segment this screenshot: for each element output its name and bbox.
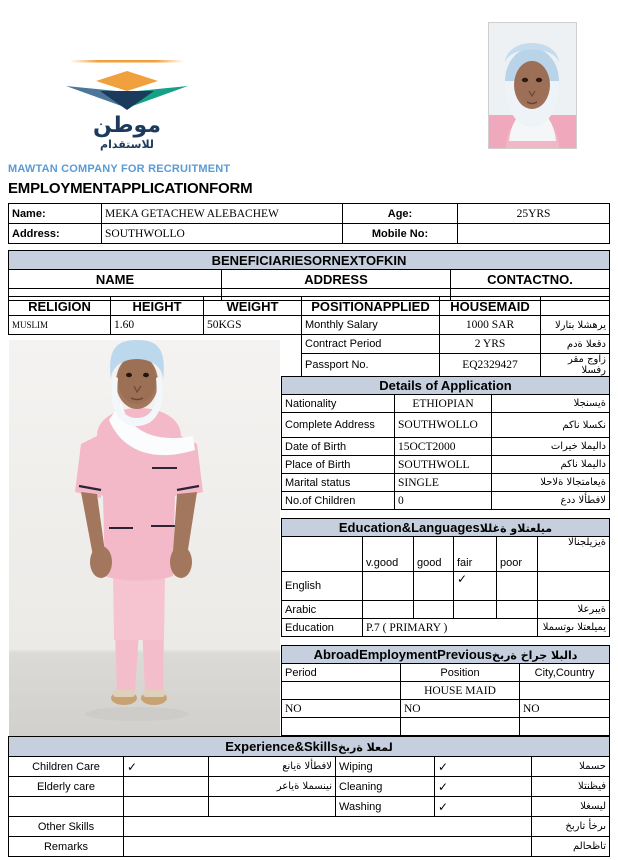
english-arabic-label: الانجليزية [538, 537, 610, 572]
education-level-label: Education [282, 619, 363, 637]
elderly-care-arabic: رعاية المسنين [209, 777, 336, 797]
table-row [9, 224, 610, 244]
table-row [282, 537, 610, 555]
rating-header-vgood: v.good [363, 554, 414, 572]
wiping-arabic: المسح [532, 757, 610, 777]
monthly-salary-arabic: الراتب الشهري [541, 316, 610, 335]
position-applied-value[interactable]: HOUSEMAID [440, 297, 541, 316]
table-row [9, 777, 610, 797]
extra-skill-label [9, 797, 124, 817]
education-band-ar: اللغة والتعليم [479, 522, 553, 535]
cleaning-arabic: التنظيف [532, 777, 610, 797]
position-applied-arabic [541, 297, 610, 316]
religion-value[interactable]: MUSLIM [9, 316, 111, 335]
abroad-band [282, 646, 610, 664]
other-skills-label: Other Skills [9, 817, 124, 837]
age-value[interactable]: 25YRS [458, 204, 610, 224]
abroad-header-position: Position [401, 664, 520, 682]
remarks-arabic: ملاحظات [532, 837, 610, 857]
passport-no-label: Passport No. [302, 354, 440, 377]
rating-vgood-blank [363, 537, 414, 555]
logo-mark-icon [62, 58, 192, 113]
children-care-label: Children Care [9, 757, 124, 777]
beneficiary-contact-header: CONTACTNO. [451, 270, 610, 289]
rating-corner-blank [282, 537, 363, 555]
details-band: Details of Application [282, 377, 610, 395]
elderly-care-label: Elderly care [9, 777, 124, 797]
company-logo [62, 58, 192, 153]
table-row [282, 474, 610, 492]
table-row [282, 456, 610, 474]
address-value[interactable]: SOUTHWOLLO [102, 224, 343, 244]
experience-skills-table [8, 736, 610, 857]
arabic-rating-good[interactable] [414, 601, 454, 619]
document-header [0, 0, 618, 197]
abroad-header-city: City,Country [520, 664, 610, 682]
arabic-rating-vgood[interactable] [363, 601, 414, 619]
cleaning-checkbox[interactable]: ✓ [435, 777, 532, 797]
education-band-en: Education&Languages [338, 520, 480, 535]
religion-header: RELIGION [9, 297, 111, 316]
contract-period-label: Contract Period [302, 335, 440, 354]
table-row [9, 737, 610, 757]
arabic-row-arabic: العربية [538, 601, 610, 619]
complete-address-arabic: مكان السكن [492, 413, 610, 438]
position-applied-label: POSITIONAPPLIED [302, 297, 440, 316]
table-row [282, 718, 610, 736]
abroad-row3-period[interactable] [282, 718, 401, 736]
abroad-row3-position[interactable] [401, 718, 520, 736]
monthly-salary-label: Monthly Salary [302, 316, 440, 335]
remarks-value[interactable] [124, 837, 532, 857]
washing-checkbox[interactable]: ✓ [435, 797, 532, 817]
washing-label: Washing [336, 797, 435, 817]
weight-header: WEIGHT [204, 297, 302, 316]
table-row [9, 270, 610, 289]
name-label: Name: [9, 204, 102, 224]
date-of-birth-arabic: تاريخ الميلاد [492, 438, 610, 456]
table-row [282, 682, 610, 700]
table-row [282, 664, 610, 682]
marital-status-label: Marital status [282, 474, 395, 492]
abroad-row2-position[interactable]: NO [401, 700, 520, 718]
table-row [282, 700, 610, 718]
page-title: EMPLOYMENTAPPLICATIONFORM [8, 180, 253, 197]
language-arabic-label: Arabic [282, 601, 363, 619]
wiping-label: Wiping [336, 757, 435, 777]
place-of-birth-value[interactable]: SOUTHWOLL [395, 456, 492, 474]
passport-no-value[interactable]: EQ2329427 [440, 354, 541, 377]
table-row [9, 251, 610, 270]
complete-address-label: Complete Address [282, 413, 395, 438]
abroad-row3-city[interactable] [520, 718, 610, 736]
experience-band-ar: خبرة العمل [337, 741, 393, 754]
table-row [9, 316, 610, 335]
other-skills-arabic: خبرات أخرى [532, 817, 610, 837]
children-care-arabic: عناية الأطفال [209, 757, 336, 777]
arabic-rating-fair[interactable] [454, 601, 497, 619]
applicant-headshot-photo [488, 22, 577, 149]
table-row [9, 757, 610, 777]
arabic-rating-poor[interactable] [497, 601, 538, 619]
no-of-children-label: No.of Children [282, 492, 395, 510]
abroad-employment-table [281, 645, 610, 736]
complete-address-value[interactable]: SOUTHWOLLO [395, 413, 492, 438]
contract-period-value[interactable]: 2 YRS [440, 335, 541, 354]
table-row [282, 619, 610, 637]
table-row [282, 572, 610, 601]
table-row [9, 837, 610, 857]
no-of-children-arabic: عدد الأطفال [492, 492, 610, 510]
marital-status-value[interactable]: SINGLE [395, 474, 492, 492]
education-band [282, 519, 610, 537]
table-row [9, 297, 610, 316]
table-row [9, 817, 610, 837]
extra-skill-arabic [209, 797, 336, 817]
details-of-application-table [281, 376, 610, 510]
english-rating-vgood[interactable] [363, 572, 414, 601]
beneficiary-address-header: ADDRESS [222, 270, 451, 289]
table-row [9, 204, 610, 224]
extra-skill-checkbox[interactable] [124, 797, 209, 817]
language-english-label: English [282, 572, 363, 601]
marital-status-arabic: الحالة الاجتماعية [492, 474, 610, 492]
rating-good-blank [414, 537, 454, 555]
table-row [282, 492, 610, 510]
date-of-birth-value[interactable]: 15OCT2000 [395, 438, 492, 456]
rating-header-fair: fair [454, 554, 497, 572]
education-level-arabic: المستوى التعليمي [538, 619, 610, 637]
other-skills-value[interactable] [124, 817, 532, 837]
elderly-care-checkbox[interactable] [124, 777, 209, 797]
abroad-header-period: Period [282, 664, 401, 682]
beneficiaries-band: BENEFICIARIESORNEXTOFKIN [9, 251, 610, 270]
abroad-row1-position[interactable]: HOUSE MAID [401, 682, 520, 700]
washing-arabic: الغسيل [532, 797, 610, 817]
identity-table [8, 203, 610, 244]
weight-value[interactable]: 50KGS [204, 316, 302, 335]
abroad-band-en: AbroadEmploymentPrevious [313, 647, 493, 662]
place-of-birth-label: Place of Birth [282, 456, 395, 474]
fullbody-illustration-icon [9, 340, 280, 736]
height-header: HEIGHT [111, 297, 204, 316]
logo-arabic-name: موطن [93, 113, 161, 138]
table-row [282, 377, 610, 395]
experience-band-en: Experience&Skills [225, 739, 338, 754]
english-rating-good[interactable] [414, 572, 454, 601]
mobile-value[interactable] [458, 224, 610, 244]
abroad-row1-city[interactable] [520, 682, 610, 700]
passport-no-arabic: رقم جواز السفر [541, 354, 610, 377]
beneficiaries-table [8, 250, 610, 301]
abroad-band-ar: خبرة خارج البلاد [492, 649, 578, 662]
education-level-value[interactable]: P.7 ( PRIMARY ) [363, 619, 538, 637]
english-row-arabic [538, 572, 610, 601]
abroad-row2-period[interactable]: NO [282, 700, 401, 718]
table-row [282, 601, 610, 619]
rating-header-poor: poor [497, 554, 538, 572]
name-value[interactable]: MEKA GETACHEW ALEBACHEW [102, 204, 343, 224]
rating-poor-blank [497, 537, 538, 555]
cleaning-label: Cleaning [336, 777, 435, 797]
english-rating-fair-checkbox[interactable]: ✓ [454, 572, 497, 601]
experience-band [9, 737, 610, 757]
mobile-label: Mobile No: [343, 224, 458, 244]
company-name-text: MAWTAN COMPANY FOR RECRUITMENT [8, 163, 231, 175]
table-row [282, 438, 610, 456]
abroad-row2-city[interactable]: NO [520, 700, 610, 718]
address-label: Address: [9, 224, 102, 244]
nationality-value[interactable]: ETHIOPIAN [395, 395, 492, 413]
rating-fair-blank [454, 537, 497, 555]
remarks-label: Remarks [9, 837, 124, 857]
table-row [9, 797, 610, 817]
beneficiary-name-header: NAME [9, 270, 222, 289]
abroad-row1-period[interactable] [282, 682, 401, 700]
table-row [282, 519, 610, 537]
no-of-children-value[interactable]: 0 [395, 492, 492, 510]
date-of-birth-label: Date of Birth [282, 438, 395, 456]
height-value[interactable]: 1.60 [111, 316, 204, 335]
headshot-illustration-icon [489, 23, 576, 148]
table-row [282, 413, 610, 438]
table-row [282, 646, 610, 664]
nationality-label: Nationality [282, 395, 395, 413]
table-row [282, 395, 610, 413]
education-languages-table [281, 518, 610, 637]
wiping-checkbox[interactable]: ✓ [435, 757, 532, 777]
nationality-arabic: الجنسية [492, 395, 610, 413]
place-of-birth-arabic: مكان الميلاد [492, 456, 610, 474]
rating-header-good: good [414, 554, 454, 572]
logo-arabic-tagline: للاستقدام [100, 138, 154, 151]
rating-row-label-blank [282, 554, 363, 572]
monthly-salary-value[interactable]: 1000 SAR [440, 316, 541, 335]
children-care-checkbox[interactable]: ✓ [124, 757, 209, 777]
english-rating-poor[interactable] [497, 572, 538, 601]
applicant-fullbody-photo [9, 340, 280, 736]
age-label: Age: [343, 204, 458, 224]
contract-period-arabic: مدة العقد [541, 335, 610, 354]
